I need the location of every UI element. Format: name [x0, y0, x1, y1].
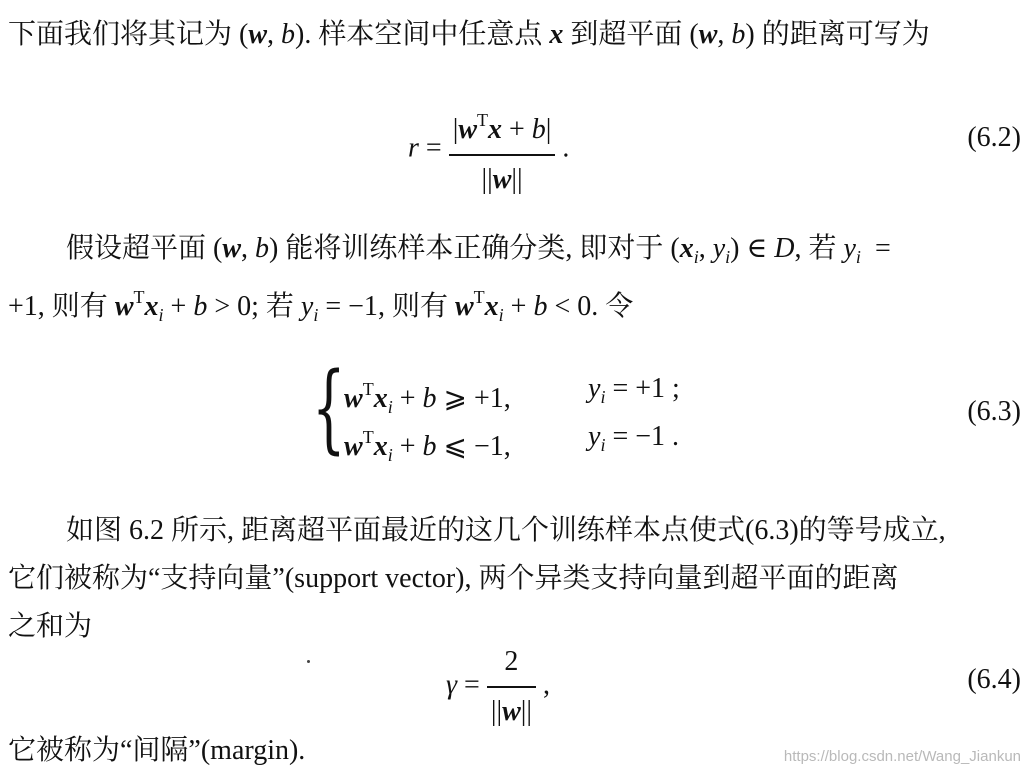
negative-condition: $w^Tx_i + b < 0$	[454, 287, 592, 325]
para1-text-c: 到超平面	[563, 19, 690, 50]
equation-number-6-3: (6.3)	[967, 396, 1021, 427]
paragraph-4: 它被称为“间隔”(margin).	[8, 735, 306, 766]
equation-number-6-4: (6.4)	[967, 664, 1021, 695]
para2-text-d: , 则有	[37, 291, 115, 322]
para2-text-e: ; 若	[251, 291, 301, 322]
para2-text-f: , 则有	[377, 291, 455, 322]
case-row-1-label: $y_i = +1$ ;	[588, 373, 680, 407]
para1-text-b: . 样本空间中任意点	[304, 19, 550, 50]
para1-text-d: 的距离可写为	[754, 19, 930, 50]
paragraph-2-line-1	[66, 232, 891, 274]
paragraph-1-line	[8, 18, 930, 52]
para2-text-g: . 令	[591, 291, 634, 322]
paragraph-3-line-1: 如图 6.2 所示, 距离超平面最近的这几个训练样本点使式(6.3)的等号成立,	[66, 515, 946, 546]
equation-6-4: γ = $\frac{2}{||w||}$ ,	[446, 642, 550, 732]
positive-condition: $w^Tx_i + b > 0$	[114, 287, 252, 325]
case-row-1: $w^Tx_i + b$ ⩾ +1,	[344, 379, 511, 417]
sample-pair: ($x_i$, $y_i$) ∈ D	[670, 233, 795, 267]
equation-number-6-2: (6.2)	[967, 122, 1021, 153]
stray-dot	[307, 660, 310, 663]
para2-text-a: 假设超平面	[66, 233, 214, 264]
para1-text-a: 下面我们将其记为	[8, 19, 240, 50]
case-row-2-label: $y_i = -1$ .	[588, 421, 680, 455]
distance-fraction: $\frac{|w^Tx + b|}{||w||}$	[449, 100, 556, 200]
para2-text-c: , 若	[794, 233, 844, 264]
paragraph-3-line-2: 它们被称为“支持向量”(support vector), 两个异类支持向量到超平面的距离	[8, 563, 899, 594]
point-x: x	[549, 19, 564, 50]
hyperplane-params: (w, b)	[239, 19, 305, 50]
para2-text-b: 能将训练样本正确分类, 即对于	[278, 233, 671, 264]
hyperplane-params-2: (w, b)	[689, 19, 755, 50]
hyperplane-params-3: (w, b)	[213, 233, 279, 264]
paragraph-2-line-2: +1, 则有 $w^Tx_i + b > 0$; 若 $y_i = -1$, 则有 $w^Tx_i + b < 0$. 令	[8, 287, 634, 325]
label-y-eq: $y_i$ =	[843, 233, 891, 267]
cases-brace: {	[312, 352, 346, 464]
watermark: https://blog.csdn.net/Wang_Jiankun	[783, 748, 1021, 765]
eq62-period: .	[562, 132, 570, 164]
negative-label: $y_i = -1$	[300, 291, 378, 325]
case-row-2: $w^Tx_i + b$ ⩽ −1,	[344, 427, 511, 465]
paragraph-3-line-3: 之和为	[8, 611, 93, 642]
eq64-comma: ,	[542, 669, 550, 701]
margin-fraction: $\frac{2}{||w||}$	[487, 642, 536, 732]
equation-6-2: r = $\frac{|w^Tx + b|}{||w||}$ .	[408, 100, 569, 200]
